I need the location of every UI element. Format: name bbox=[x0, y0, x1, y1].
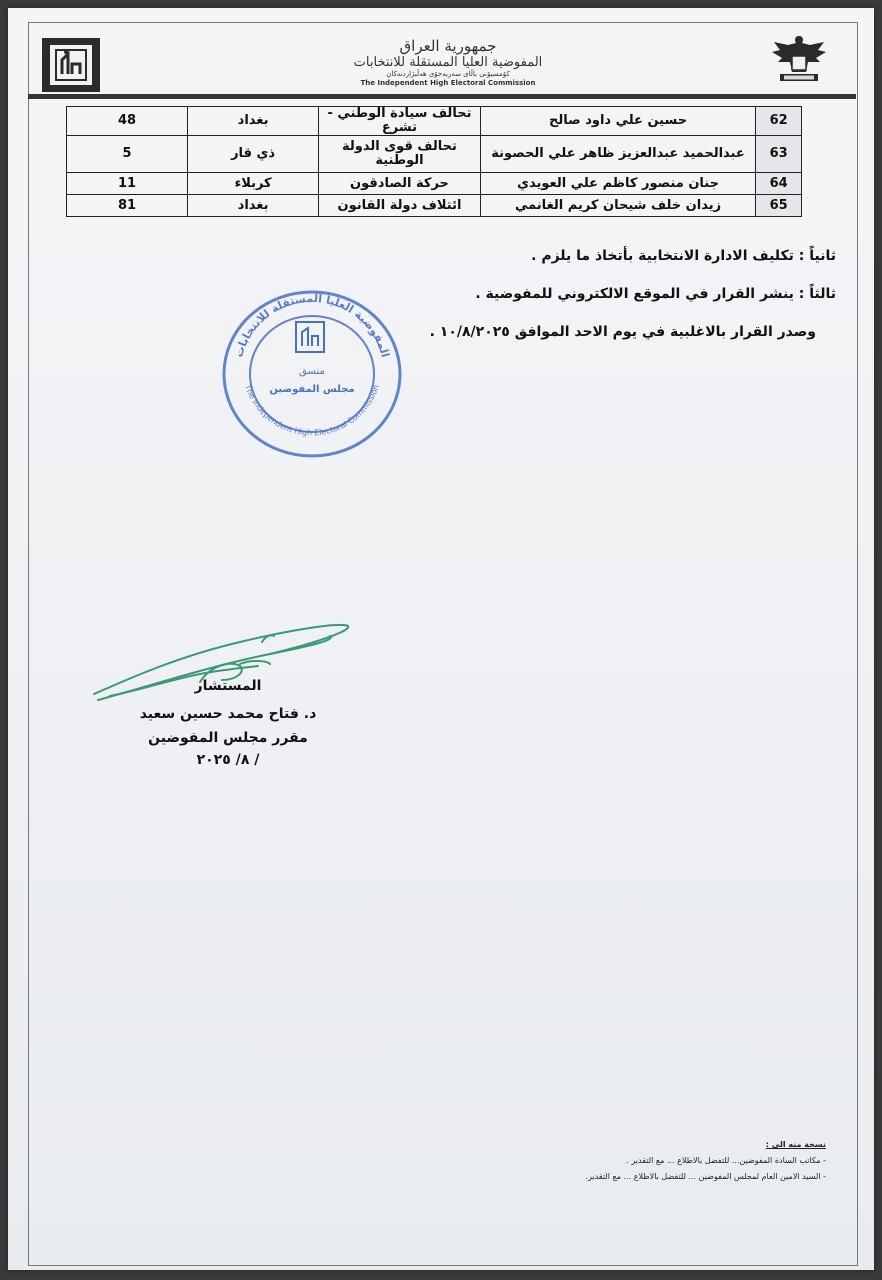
header-arabic-line1: جمهورية العراق bbox=[399, 37, 497, 55]
table-row bbox=[67, 107, 802, 136]
table-row bbox=[67, 195, 802, 217]
decision-third: ثالثاً : ينشر القرار في الموقع الالكتروني للمفوضية . bbox=[475, 286, 836, 302]
document-page bbox=[8, 8, 874, 1270]
header-divider bbox=[28, 94, 856, 99]
row-number: 63 bbox=[756, 136, 802, 173]
commission-logo bbox=[42, 38, 100, 92]
party-name: تحالف قوى الدولة الوطنية bbox=[319, 136, 481, 173]
governorate: بغداد bbox=[188, 195, 319, 217]
party-name: حركة الصادقون bbox=[319, 173, 481, 195]
votes: 81 bbox=[67, 195, 188, 217]
governorate: ذي قار bbox=[188, 136, 319, 173]
row-number: 65 bbox=[756, 195, 802, 217]
official-stamp bbox=[214, 282, 410, 462]
copies-item: - مكاتب السادة المفوضين... للتفضل بالاطلاع ... مع التقدير . bbox=[626, 1156, 826, 1165]
signer-name: د. فتاح محمد حسين سعيد bbox=[139, 706, 317, 722]
header-arabic-line2: المفوضية العليا المستقلة للانتخابات bbox=[353, 55, 543, 70]
header-titles bbox=[298, 38, 598, 88]
row-number: 64 bbox=[756, 173, 802, 195]
copies-title: نسخة منه الى : bbox=[765, 1140, 826, 1149]
table-row bbox=[67, 136, 802, 173]
row-number: 62 bbox=[756, 107, 802, 136]
party-name: تحالف سيادة الوطني - تشرع bbox=[319, 107, 481, 136]
copies-item: - السيد الامين العام لمجلس المفوضين ... للتفضل بالاطلاع ... مع التقدير. bbox=[585, 1172, 826, 1181]
iraq-eagle-crest bbox=[768, 32, 830, 90]
candidate-name: عبدالحميد عبدالعزيز ظاهر علي الحصونة bbox=[480, 136, 755, 173]
signer-position: مقرر مجلس المفوضين bbox=[148, 730, 308, 746]
votes: 11 bbox=[67, 173, 188, 195]
stamp-inner-line2: مجلس المفوضين bbox=[269, 384, 355, 395]
handwritten-signature bbox=[90, 620, 356, 712]
stamp-outer-arabic: المفوضية العليا المستقلة للانتخابات bbox=[232, 291, 392, 359]
governorate: كربلاء bbox=[188, 173, 319, 195]
decision-second: ثانياً : تكليف الادارة الانتخابية بأتخاذ ما يلزم . bbox=[531, 248, 836, 264]
stamp-inner-line1: منسق bbox=[299, 366, 325, 377]
party-name: ائتلاف دولة القانون bbox=[319, 195, 481, 217]
signature-date: / ٨/ ٢٠٢٥ bbox=[196, 752, 260, 768]
votes: 48 bbox=[67, 107, 188, 136]
candidate-name: جنان منصور كاظم علي العويدي bbox=[480, 173, 755, 195]
candidate-name: حسين علي داود صالح bbox=[480, 107, 755, 136]
stamp-outer-english: The Independent High Electoral Commission bbox=[243, 383, 381, 438]
candidate-name: زيدان خلف شيحان كريم الغانمي bbox=[480, 195, 755, 217]
decision-issued: وصدر القرار بالاغلبية في يوم الاحد الموافق ١٠/٨/٢٠٢٥ . bbox=[429, 324, 816, 340]
governorate: بغداد bbox=[188, 107, 319, 136]
header-english-line: The Independent High Electoral Commission bbox=[360, 79, 536, 87]
copies-heading bbox=[766, 1140, 826, 1149]
signer-title: المستشار bbox=[194, 678, 262, 694]
table-row bbox=[67, 173, 802, 195]
votes: 5 bbox=[67, 136, 188, 173]
candidates-table bbox=[66, 106, 802, 217]
header-kurdish-line: كۆمسیۆنی باڵای سەربەخۆی هەڵبژاردنەكان bbox=[386, 70, 510, 78]
